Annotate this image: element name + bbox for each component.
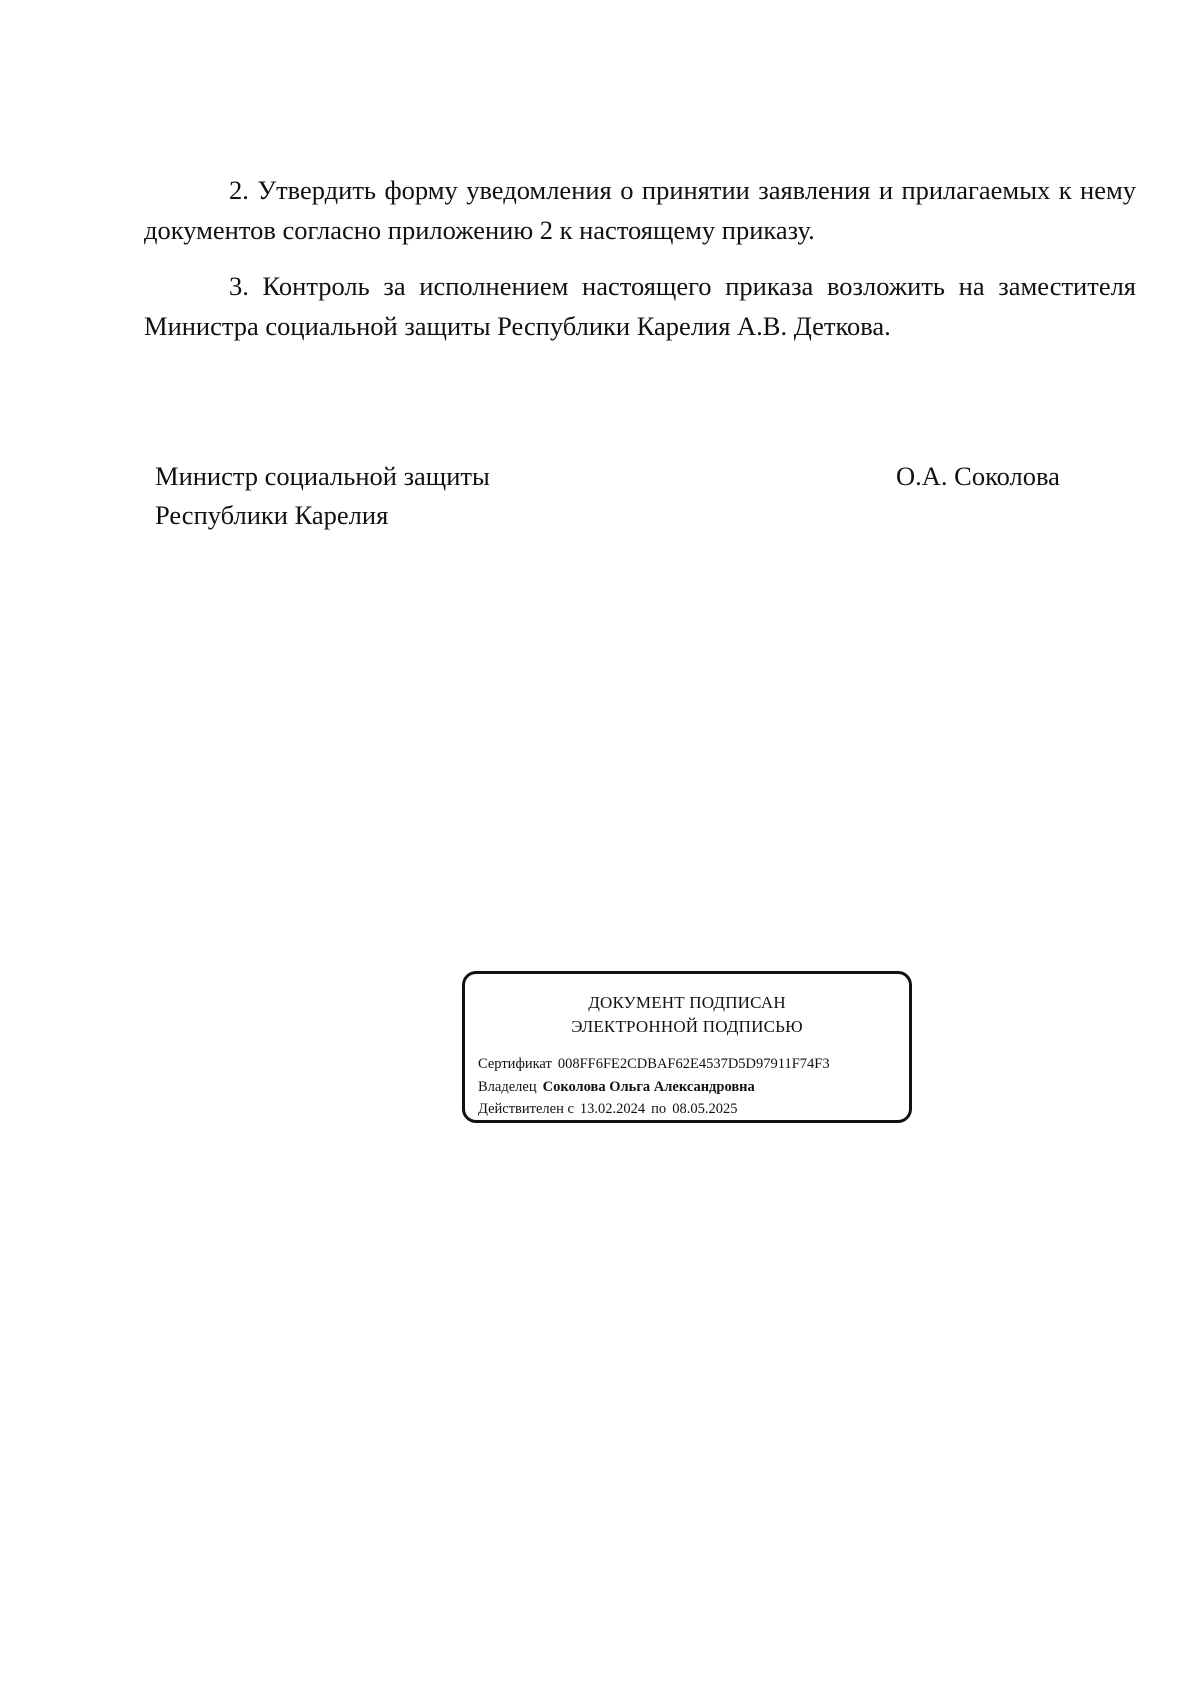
signatory-position-line2: Республики Карелия	[155, 500, 389, 530]
electronic-signature-stamp	[462, 971, 912, 1123]
stamp-title-line1: ДОКУМЕНТ ПОДПИСАН	[588, 993, 786, 1012]
stamp-certificate-label: Сертификат	[478, 1056, 552, 1072]
stamp-owner-row	[478, 1076, 830, 1099]
signatory-position	[155, 457, 490, 535]
stamp-certificate-row	[478, 1053, 830, 1076]
stamp-valid-to-label: по	[651, 1101, 667, 1117]
stamp-validity-row	[478, 1098, 830, 1121]
stamp-title	[465, 991, 909, 1039]
stamp-valid-to: 08.05.2025	[672, 1101, 738, 1117]
stamp-owner-value: Соколова Ольга Александровна	[542, 1078, 755, 1095]
signatory-position-line1: Министр социальной защиты	[155, 461, 490, 491]
stamp-owner-label: Владелец	[478, 1078, 537, 1095]
stamp-valid-label: Действителен с	[478, 1101, 574, 1117]
paragraph-3: 3. Контроль за исполнением настоящего приказа возложить на заместителя Министра социальной защиты Республики Карелия А.В. Деткова.	[144, 271, 1136, 341]
paragraph-2: 2. Утвердить форму уведомления о принятии заявления и прилагаемых к нему документов согласно приложению 2 к настоящему приказу.	[144, 175, 1136, 245]
signatory-name: О.А. Соколова	[896, 461, 1060, 491]
stamp-details	[478, 1053, 830, 1121]
stamp-title-line2: ЭЛЕКТРОННОЙ ПОДПИСЬЮ	[571, 1017, 803, 1036]
stamp-certificate-value: 008FF6FE2CDBAF62E4537D5D97911F74F3	[557, 1056, 830, 1072]
stamp-valid-from: 13.02.2024	[579, 1101, 646, 1117]
